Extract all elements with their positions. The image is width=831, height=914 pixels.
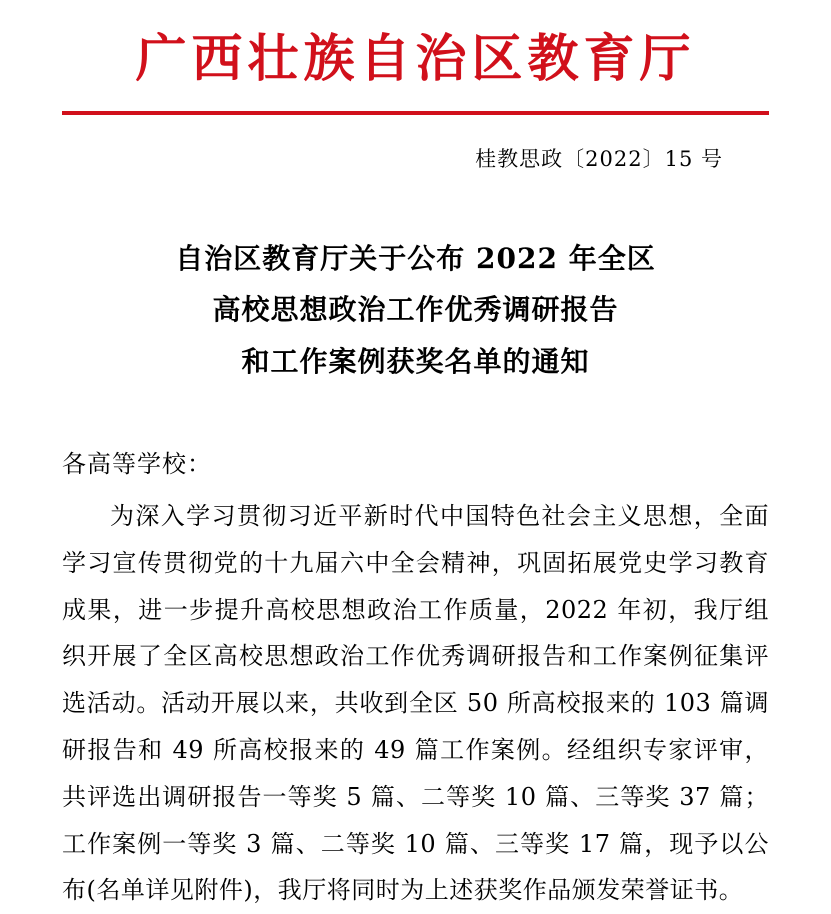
salutation: 各高等学校： [62, 450, 212, 479]
letterhead-red-rule [62, 111, 769, 115]
document-number: 桂教思政〔2022〕15 号 [475, 146, 723, 171]
letterhead-organization-title: 广西壮族自治区教育厅 [135, 29, 696, 89]
document-title-line-3: 和工作案例获奖名单的通知 [241, 345, 590, 379]
document-title-line-2: 高校思想政治工作优秀调研报告 [212, 293, 619, 327]
letterhead [62, 0, 769, 89]
body-paragraph: 为深入学习贯彻习近平新时代中国特色社会主义思想，全面学习宣传贯彻党的十九届六中全会精神，巩固拓展党史学习教育成果，进一步提升高校思想政治工作质量，2022 年初，我厅组织开展了全区高校思想政治工作优秀调研报告和工作案例征集评选活动。活动开展以来，共收到全区 50 所高校报来的 103 篇调研报告和 49 所高校报来的 49 篇工作案例。经组织专家评审，共评选出调研报告一等奖 5 篇、二等奖 10 篇、三等奖 37 篇；工作案例一等奖 3 篇、二等奖 10 篇、三等奖 17 篇，现予以公布(名单详见附件)，我厅将同时为上述获奖作品颁发荣誉证书。 [62, 502, 769, 905]
document-title [62, 233, 769, 388]
document-title-line-1: 自治区教育厅关于公布 2022 年全区 [175, 241, 656, 275]
